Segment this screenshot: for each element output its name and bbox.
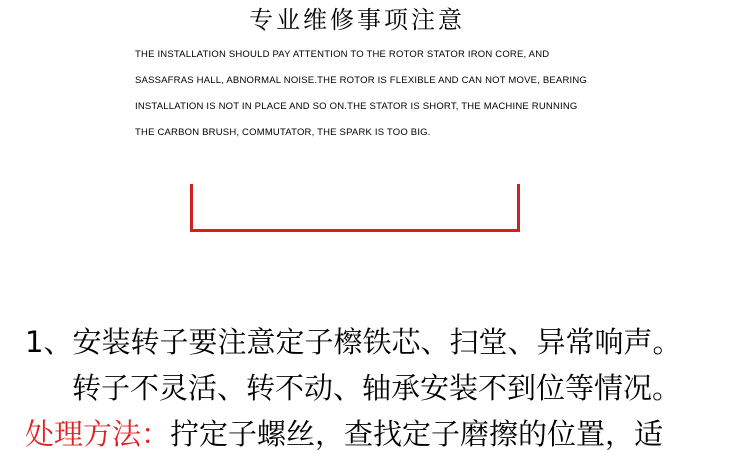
page-title: 专业维修事项注意: [249, 6, 465, 34]
red-bracket-decoration: [190, 184, 520, 232]
method-text: 拧定子螺丝，查找定子磨擦的位置，适: [170, 417, 664, 451]
method-line: [25, 414, 663, 454]
item-1-line-1: 1、安装转子要注意定子檫铁芯、扫堂、异常响声。: [25, 325, 682, 359]
method-label: 处理方法：: [25, 417, 171, 451]
english-note: THE INSTALLATION SHOULD PAY ATTENTION TO THE ROTOR STATOR IRON CORE, AND SASSAFRAS HALL, ABNORMAL NOISE.THE ROTOR IS FLEXIBLE AND CAN NOT MOVE, BEARING INSTALLATION IS NOT IN PLACE AND SO ON.THE STATOR IS SHORT, THE MACHINE RUNNING THE CARBON BRUSH, COMMUTATOR, THE SPARK IS TOO BIG.: [135, 49, 588, 138]
item-1-line-2: 转子不灵活、转不动、轴承安装不到位等情况。: [72, 371, 682, 405]
